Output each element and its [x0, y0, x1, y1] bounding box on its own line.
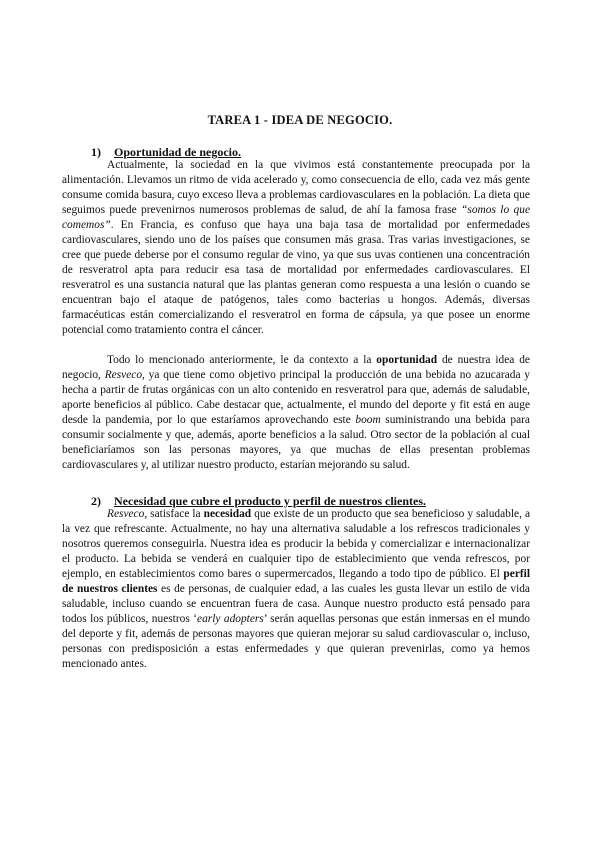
italic-term: Resveco [104, 369, 143, 381]
italic-term: early adopters [197, 613, 264, 625]
section-1-paragraph-2 [62, 353, 530, 473]
section-2-paragraph-1 [62, 507, 530, 672]
section-2-title: Necesidad que cubre el producto y perfil de nuestros clientes. [114, 494, 426, 508]
bold-term: perfil de nuestros clientes [62, 568, 530, 595]
paragraph-text: , satisface la [144, 508, 204, 520]
section-1-title: Oportunidad de negocio. [114, 145, 242, 159]
paragraph-text: Todo lo mencionado anteriormente, le da contexto a la [107, 354, 377, 366]
paragraph-text: Actualmente, la sociedad en la que vivimos está constantemente preocupada por la alimentación. Llevamos un ritmo de vida acelerado y, como consecuencia de ello, cada vez más gente consume comida basura, cuyo exceso lleva a problemas cardiovasculares en la población. La dieta que seguimos puede prevenirnos numerosos problemas de salud, de ahí la famosa frase [62, 159, 530, 216]
italic-term: “somos lo que comemos” [62, 204, 531, 231]
section-1-number: 1) [91, 145, 101, 159]
paragraph-text: es de personas, de cualquier edad, a las cuales les gusta llevar un estilo de vida saludable, incluso cuando se encuentran fuera de casa. Aunque nuestro producto está pensado para todos los públicos, nuestros ‘ [62, 583, 530, 625]
bold-term: necesidad [203, 508, 252, 520]
italic-term: Resveco [107, 508, 145, 520]
section-1-paragraph-1 [62, 158, 530, 338]
italic-term: boom [355, 414, 381, 426]
document-title: TAREA 1 - IDEA DE NEGOCIO. [207, 113, 393, 127]
paragraph-text: . En Francia, es confuso que haya una baja tasa de mortalidad por enfermedades cardiovasculares, siendo uno de los países que consumen más grasa. Tras varias investigaciones, se cree que puede deberse por el consumo regular de vino, ya que sus uvas contienen una concentración de resveratrol apta para reducir esa tasa de mortalidad por enfermedades cardiovasculares. El resveratrol es una sustancia natural que las plantas generan como respuesta a una lesión o cuando se encuentran bajo el ataque de patógenos, tales como bacterias u hongos. Además, diversas farmacéuticas están comercializando el resveratrol en forma de cápsula, ya que posee un enorme potencial como tratamiento contra el cáncer. [62, 219, 530, 336]
paragraph-text: suministrando una bebida para consumir socialmente y que, además, aporte beneficios a la salud. Otro sector de la población al cual beneficiaríamos son las personas mayores, ya que muchas de ellas presentan problemas cardiovasculares y, al utilizar nuestro producto, estarían mejorando su salud. [62, 414, 530, 471]
paragraph-text: de nuestra idea de negocio, [62, 354, 530, 381]
section-2-number: 2) [91, 494, 101, 508]
paragraph-text: ’ serán aquellas personas que están inmersas en el mundo del deporte y fit, además de personas mayores que quieran mejorar su salud cardiovascular o, incluso, personas con predisposición a estas enfermedades y que quieran prevenirlas, como ya hemos mencionado antes. [62, 613, 530, 670]
bold-term: oportunidad [376, 354, 438, 366]
paragraph-text: que existe de un producto que sea beneficioso y saludable, a la vez que refrescante. Actualmente, no hay una alternativa saludable a los refrescos tradicionales y nosotros queremos conseguirla. Nuestra idea es producir la bebida y comercializar e internacionalizar el producto. La bebida se venderá en cualquier tipo de establecimiento que venda refrescos, por ejemplo, en establecimientos como bares o supermercados, llegando a todo tipo de público. El [62, 508, 530, 580]
paragraph-text: , ya que tiene como objetivo principal la producción de una bebida no azucarada y hecha a partir de frutas orgánicas con un alto contenido en resveratrol para que, además de saludable, aporte beneficios al público. Cabe destacar que, actualmente, el mundo del deporte y fit está en auge desde la pandemia, por lo que estaríamos aprovechando este [62, 369, 530, 426]
